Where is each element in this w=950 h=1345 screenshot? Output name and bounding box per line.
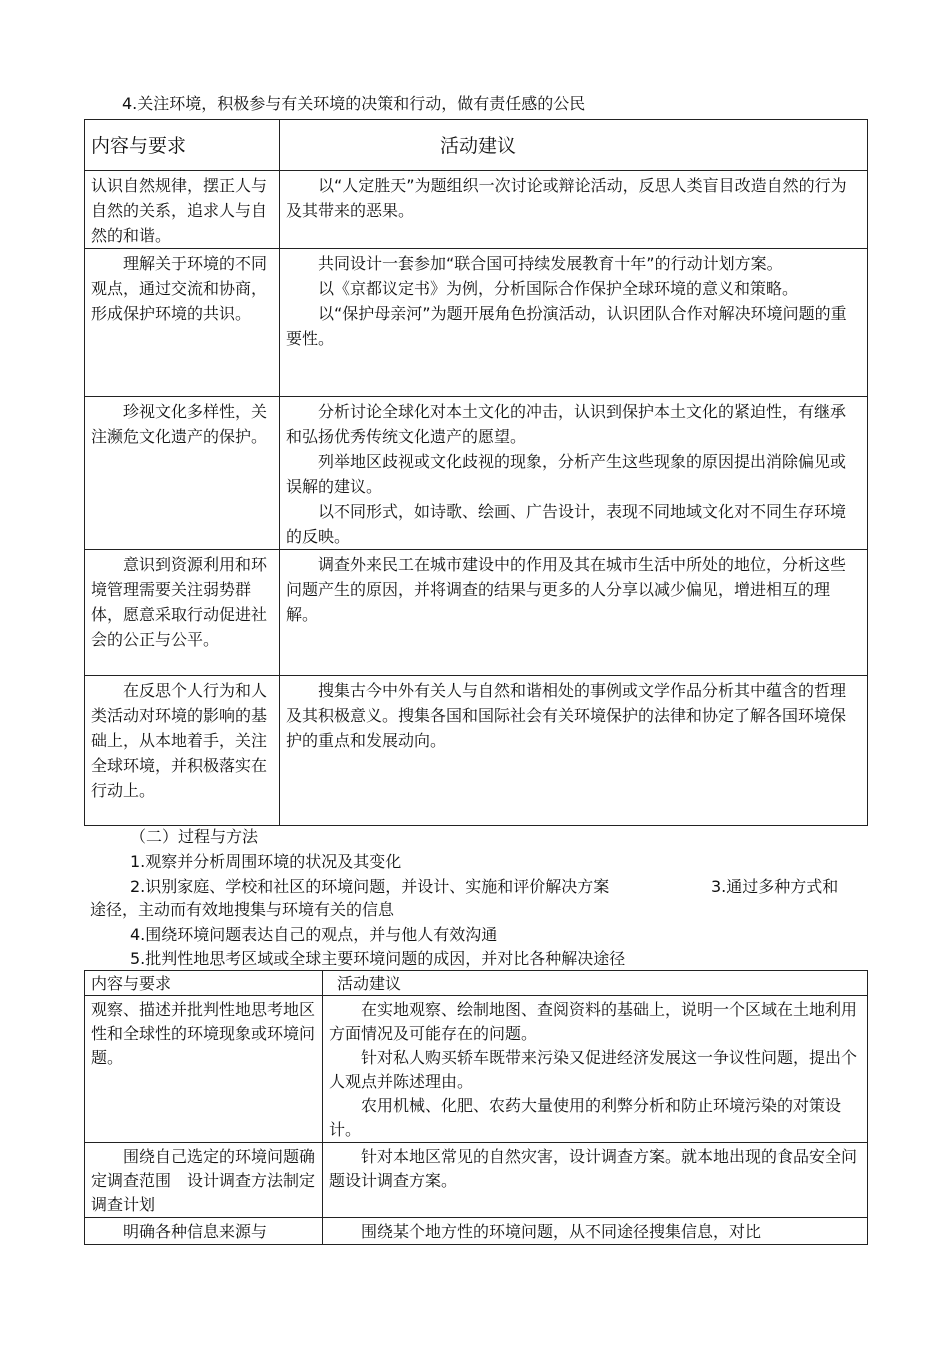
requirement-cell: 认识自然规律，摆正人与自然的关系，追求人与自然的和谐。 (85, 171, 280, 249)
table-header-row (85, 971, 868, 996)
header-requirements: 内容与要求 (85, 971, 323, 996)
suggestion-cell: 共同设计一套参加“联合国可持续发展教育十年”的行动计划方案。 以《京都议定书》为例，分析国际合作保护全球环境的意义和策略。 以“保护母亲河”为题开展角色扮演活动，认识团队合作对解决环境问题的重要性。 (280, 249, 868, 397)
section-2-title: （二）过程与方法 (130, 827, 259, 846)
header-suggestions: 活动建议 (323, 971, 868, 996)
activity-table-1 (84, 119, 868, 826)
requirement-cell: 意识到资源利用和环境管理需要关注弱势群体，愿意采取行动促进社会的公正与公平。 (85, 550, 280, 676)
suggestion-cell: 分析讨论全球化对本土文化的冲击，认识到保护本土文化的紧迫性，有继承和弘扬优秀传统文化遗产的愿望。 列举地区歧视或文化歧视的现象，分析产生这些现象的原因提出消除偏见或误解的建议。 以不同形式，如诗歌、绘画、广告设计，表现不同地域文化对不同生存环境的反映。 (280, 397, 868, 550)
header-requirements: 内容与要求 (85, 120, 280, 171)
requirement-cell: 理解关于环境的不同观点，通过交流和协商，形成保护环境的共识。 (85, 249, 280, 397)
suggestion-cell: 在实地观察、绘制地图、查阅资料的基础上，说明一个区域在土地利用方面情况及可能存在的问题。 针对私人购买轿车既带来污染又促进经济发展这一争议性问题，提出个人观点并陈述理由。 农用机械、化肥、农药大量使用的利弊分析和防止环境污染的对策设计。 (323, 996, 868, 1143)
table-row (85, 550, 868, 676)
header-suggestions: 活动建议 (280, 120, 868, 171)
suggestion-cell: 调查外来民工在城市建设中的作用及其在城市生活中所处的地位，分析这些问题产生的原因，并将调查的结果与更多的人分享以减少偏见，增进相互的理解。 (280, 550, 868, 676)
suggestion-cell: 针对本地区常见的自然灾害，设计调查方案。就本地出现的食品安全问题设计调查方案。 (323, 1143, 868, 1218)
requirement-cell: 在反思个人行为和人类活动对环境的影响的基础上，从本地着手，关注全球环境，并积极落实在行动上。 (85, 676, 280, 826)
activity-table-2 (84, 970, 868, 1245)
table-header-row (85, 120, 868, 171)
table-row (85, 996, 868, 1143)
suggestion-cell: 围绕某个地方性的环境问题，从不同途径搜集信息，对比 (323, 1218, 868, 1245)
table-row (85, 676, 868, 826)
table-row (85, 1218, 868, 1245)
requirement-cell: 观察、描述并批判性地思考地区性和全球性的环境现象或环境问题。 (85, 996, 323, 1143)
suggestion-cell: 搜集古今中外有关人与自然和谐相处的事例或文学作品分析其中蕴含的哲理及其积极意义。搜集各国和国际社会有关环境保护的法律和协定了解各国环境保护的重点和发展动向。 (280, 676, 868, 826)
heading-4: 4.关注环境，积极参与有关环境的决策和行动，做有责任感的公民 (122, 94, 586, 113)
process-item-1: 1.观察并分析周围环境的状况及其变化 (130, 852, 402, 871)
process-item-2: 2.识别家庭、学校和社区的环境问题，并设计、实施和评价解决方案 (130, 877, 610, 896)
table-row (85, 397, 868, 550)
suggestion-cell: 以“人定胜天”为题组织一次讨论或辩论活动，反思人类盲目改造自然的行为及其带来的恶果。 (280, 171, 868, 249)
process-item-3-cont: 途径，主动而有效地搜集与环境有关的信息 (90, 900, 395, 919)
table-row (85, 171, 868, 249)
requirement-cell: 围绕自己选定的环境问题确定调查范围 设计调查方法制定调查计划 (85, 1143, 323, 1218)
process-item-5: 5.批判性地思考区域或全球主要环境问题的成因，并对比各种解决途径 (130, 949, 626, 968)
table-row (85, 1143, 868, 1218)
table-row (85, 249, 868, 397)
requirement-cell: 珍视文化多样性，关注濒危文化遗产的保护。 (85, 397, 280, 550)
requirement-cell: 明确各种信息来源与 (85, 1218, 323, 1245)
process-item-4: 4.围绕环境问题表达自己的观点，并与他人有效沟通 (130, 925, 498, 944)
process-item-3: 3.通过多种方式和 (711, 877, 839, 896)
